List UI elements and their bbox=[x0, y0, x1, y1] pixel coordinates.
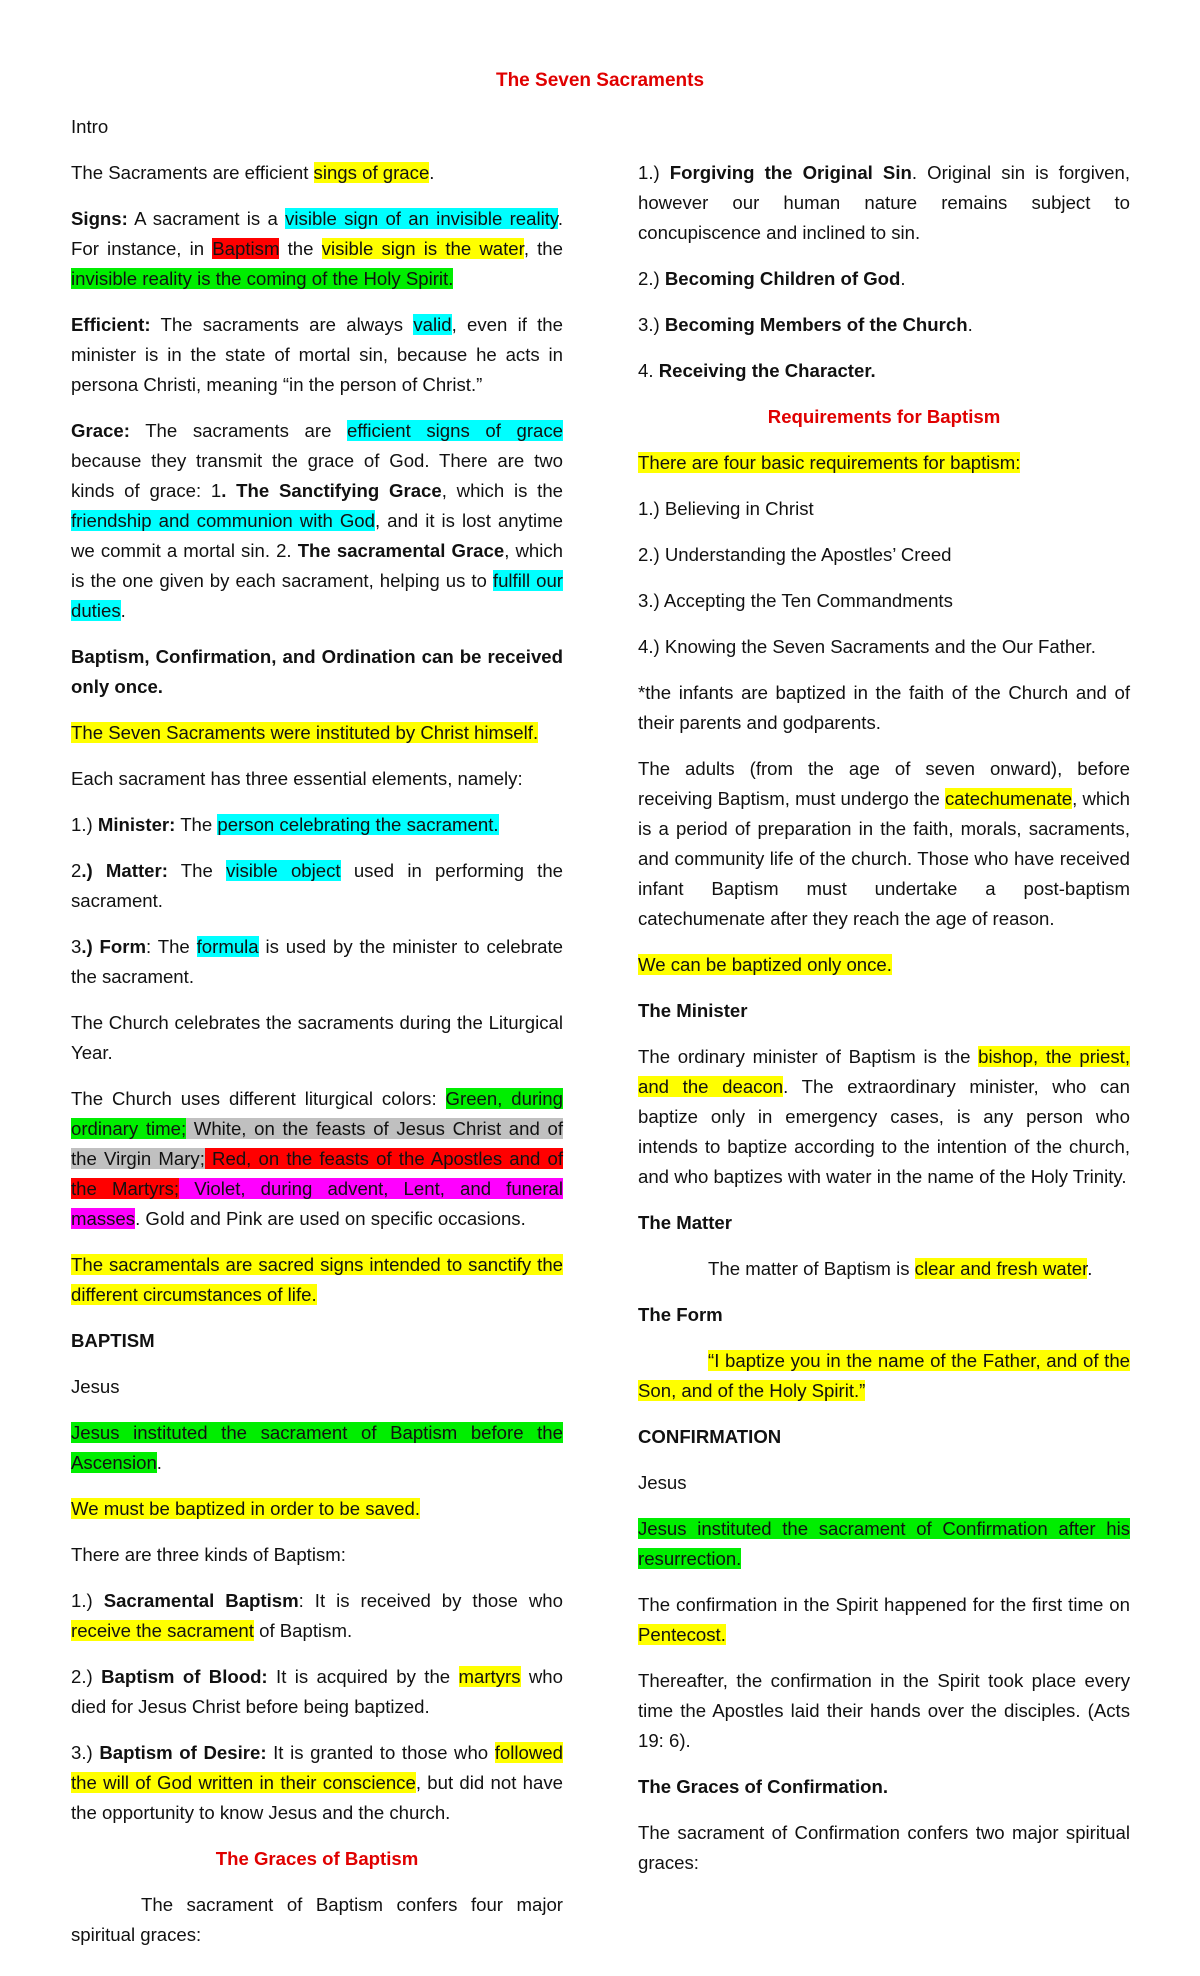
paragraph-efficient: Efficient: The sacraments are always valid, even if the minister is in the state of mortal sin, because he acts in persona Christi, meaning “in the person of Christ.” bbox=[71, 314, 563, 395]
paragraph-thereafter: Thereafter, the confirmation in the Spirit took place every time the Apostles laid their hands over the disciples. (Acts 19: 6). bbox=[638, 1670, 1130, 1751]
element-minister: 1.) Minister: The person celebrating the sacrament. bbox=[71, 814, 499, 835]
paragraph-confirmation-graces: The sacrament of Confirmation confers two major spiritual graces: bbox=[638, 1822, 1130, 1873]
heading-graces-of-baptism: The Graces of Baptism bbox=[215, 1848, 419, 1869]
paragraph-signs: Signs: A sacrament is a visible sign of an invisible reality. For instance, in Baptism the visible sign is the water, the invisible reality is the coming of the Holy Spirit. bbox=[71, 208, 563, 289]
label-jesus: Jesus bbox=[71, 1376, 120, 1397]
grace-members-of-church: 3.) Becoming Members of the Church. bbox=[638, 314, 973, 335]
document-title: The Seven Sacraments bbox=[495, 70, 705, 91]
paragraph-form: “I baptize you in the name of the Father, and of the Son, and of the Holy Spirit.” bbox=[638, 1350, 1130, 1401]
paragraph-efficient-signs: The Sacraments are efficient sings of grace. bbox=[71, 162, 435, 183]
paragraph-matter: The matter of Baptism is clear and fresh water. bbox=[708, 1258, 1093, 1279]
requirement-4: 4.) Knowing the Seven Sacraments and the Our Father. bbox=[638, 636, 1096, 657]
heading-graces-of-confirmation: The Graces of Confirmation. bbox=[638, 1776, 889, 1797]
grace-character: 4. Receiving the Character. bbox=[638, 360, 876, 381]
element-form: 3.) Form: The formula is used by the minister to celebrate the sacrament. bbox=[71, 936, 563, 987]
requirements-intro: There are four basic requirements for baptism: bbox=[638, 452, 1021, 473]
requirement-1: 1.) Believing in Christ bbox=[638, 498, 814, 519]
paragraph-liturgical-year: The Church celebrates the sacraments during the Liturgical Year. bbox=[71, 1012, 563, 1063]
heading-baptism: BAPTISM bbox=[71, 1330, 155, 1351]
paragraph-graces-intro: The sacrament of Baptism confers four major spiritual graces: bbox=[71, 1894, 563, 1945]
kind-sacramental: 1.) Sacramental Baptism: It is received by those who receive the sacrament of Baptism. bbox=[71, 1590, 563, 1641]
paragraph-only-once: We can be baptized only once. bbox=[638, 954, 892, 975]
paragraph-saved: We must be baptized in order to be saved. bbox=[71, 1498, 421, 1519]
paragraph-infants: *the infants are baptized in the faith of the Church and of their parents and godparents. bbox=[638, 682, 1130, 733]
heading-form: The Form bbox=[638, 1304, 723, 1325]
paragraph-received-once: Baptism, Confirmation, and Ordination can be received only once. bbox=[71, 646, 563, 697]
grace-children-of-god: 2.) Becoming Children of God. bbox=[638, 268, 906, 289]
kind-desire: 3.) Baptism of Desire: It is granted to those who followed the will of God written in their conscience, but did not have the opportunity to know Jesus and the church. bbox=[71, 1742, 563, 1823]
requirement-2: 2.) Understanding the Apostles’ Creed bbox=[638, 544, 952, 565]
paragraph-pentecost: The confirmation in the Spirit happened for the first time on Pentecost. bbox=[638, 1594, 1130, 1645]
paragraph-elements: Each sacrament has three essential elements, namely: bbox=[71, 768, 523, 789]
requirement-3: 3.) Accepting the Ten Commandments bbox=[638, 590, 953, 611]
paragraph-adults: The adults (from the age of seven onward), before receiving Baptism, must undergo the catechumenate, which is a period of preparation in the faith, morals, sacraments, and community life of the church. Those who have received infant Baptism must undertake a post-baptism catechumenate after they reach the age of reason. bbox=[638, 758, 1130, 929]
intro-label: Intro bbox=[71, 116, 109, 137]
heading-confirmation: CONFIRMATION bbox=[638, 1426, 782, 1447]
paragraph-kinds: There are three kinds of Baptism: bbox=[71, 1544, 346, 1565]
right-column bbox=[638, 158, 1130, 1894]
paragraph-confirmation-instituted: Jesus instituted the sacrament of Confirmation after his resurrection. bbox=[638, 1518, 1130, 1569]
label-jesus-confirmation: Jesus bbox=[638, 1472, 687, 1493]
paragraph-sacramentals: The sacramentals are sacred signs intended to sanctify the different circumstances of life. bbox=[71, 1254, 563, 1305]
heading-minister: The Minister bbox=[638, 1000, 748, 1021]
paragraph-grace: Grace: The sacraments are efficient signs of grace because they transmit the grace of God. There are two kinds of grace: 1. The Sanctifying Grace, which is the friendship and communion with God, and it is lost anytime we commit a mortal sin. 2. The sacramental Grace, which is the one given by each sacrament, helping us to fulfill our duties. bbox=[71, 420, 564, 621]
paragraph-liturgical-colors: The Church uses different liturgical colors: Green, during ordinary time; White, on the feasts of Jesus Christ and of the Virgin Mary; Red, on the feasts of the Apostles and of the Martyrs; Violet, during advent, Lent, and funeral masses. Gold and Pink are used on specific occasions. bbox=[71, 1088, 564, 1229]
heading-matter: The Matter bbox=[638, 1212, 733, 1233]
kind-blood: 2.) Baptism of Blood: It is acquired by the martyrs who died for Jesus Christ before being baptized. bbox=[71, 1666, 563, 1717]
grace-original-sin: 1.) Forgiving the Original Sin. Original sin is forgiven, however our human nature remains subject to concupiscence and inclined to sin. bbox=[638, 162, 1130, 243]
paragraph-baptism-instituted: Jesus instituted the sacrament of Baptism before the Ascension. bbox=[71, 1422, 563, 1473]
paragraph-instituted: The Seven Sacraments were instituted by Christ himself. bbox=[71, 722, 539, 743]
heading-requirements: Requirements for Baptism bbox=[767, 406, 1001, 427]
element-matter: 2.) Matter: The visible object used in performing the sacrament. bbox=[71, 860, 563, 911]
paragraph-minister: The ordinary minister of Baptism is the bishop, the priest, and the deacon. The extraordinary minister, who can baptize only in emergency cases, is any person who intends to baptize according to the intention of the church, and who baptizes with water in the name of the Holy Trinity. bbox=[638, 1046, 1130, 1187]
left-column bbox=[71, 112, 563, 1966]
